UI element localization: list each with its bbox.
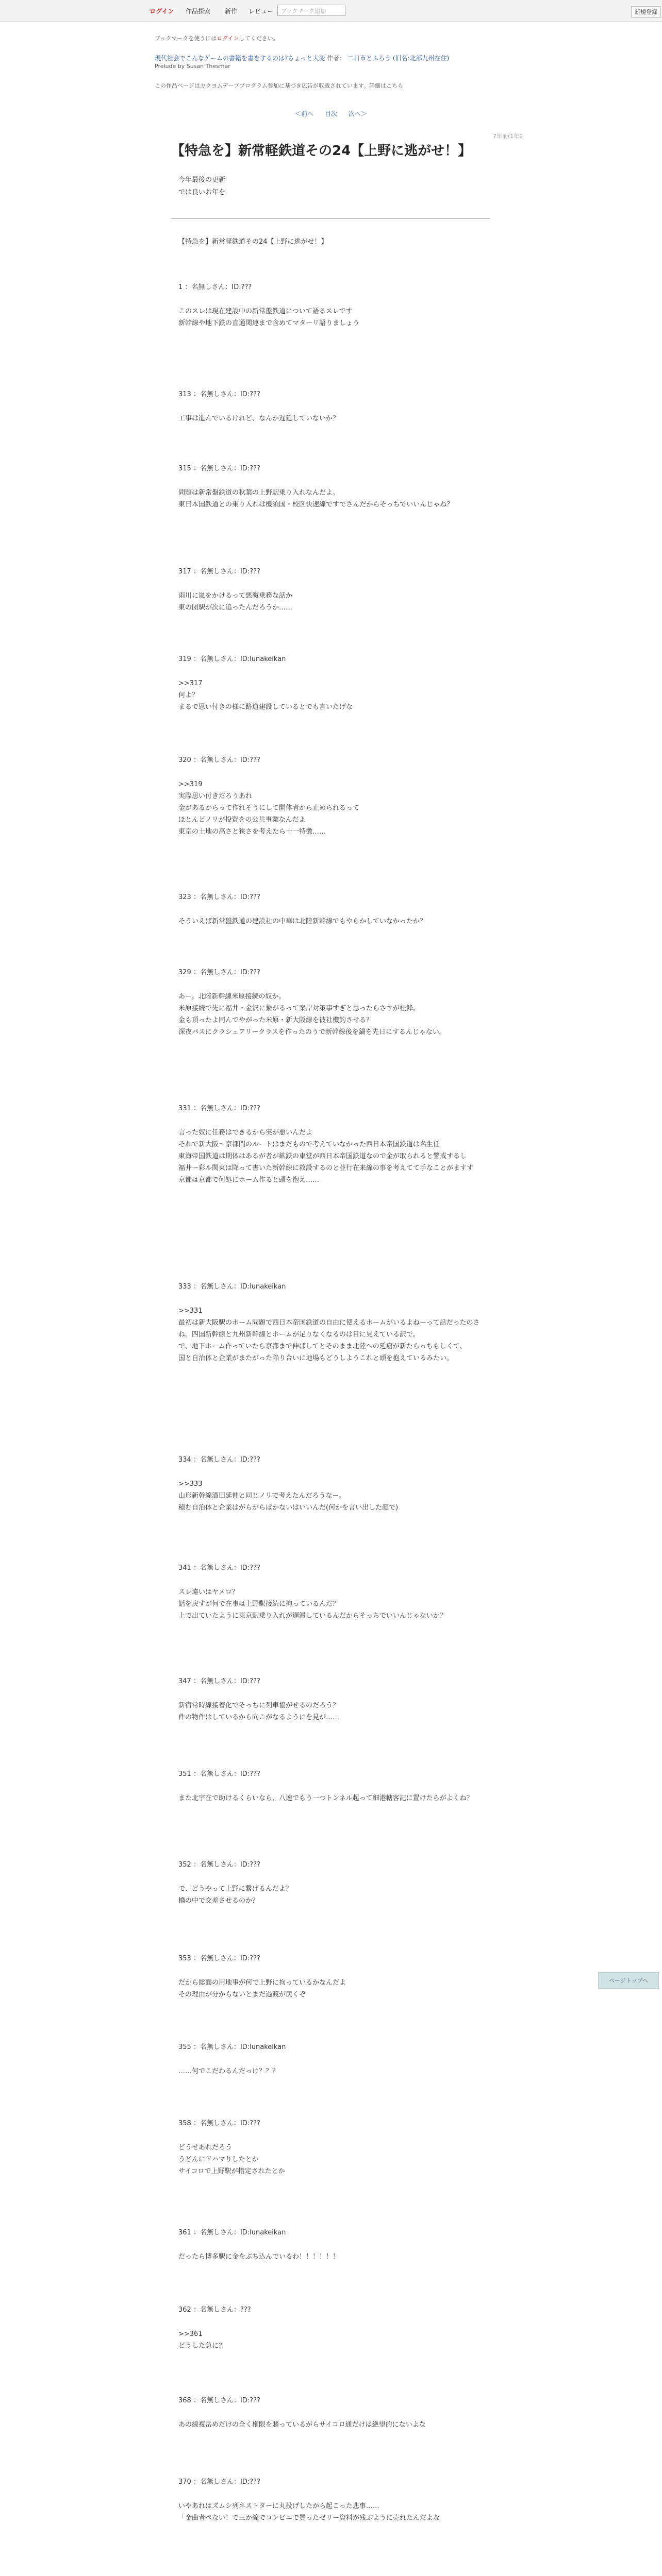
post-341: 341 ：名無しさん：ID:??? スレ違いはヤメロ？ 話を戻すが何で在事は上野駅接続に拘っているんだ？ 上で出ていたように東京駅乗り入れが遅滞しているんだからそっちでいいんじゃないか？ (178, 1562, 488, 1622)
publish-date: 7年前(1年2 (493, 133, 523, 140)
post-header: 317 ：名無しさん：ID:??? (178, 568, 260, 575)
preface-line-2: では良いお年を (178, 189, 226, 196)
post-320: 320 ：名無しさん：ID:??? >>319 実際思い付きだろうあれ 金があるからって作れそうにして開体者から止められるって ほとんどノリが投資をの公共事業なんだよ 東京の土地の高さと狭さを考えたら十一特徴…… (178, 754, 488, 838)
post-323: 323 ：名無しさん：ID:??? そういえば新常盤鉄道の建設社の中華は北陸新幹線でもやらかしていなかったか？ (178, 891, 488, 927)
post-header: 368 ：名無しさん：ID:??? (178, 2397, 260, 2404)
post-347: 347 ：名無しさん：ID:??? 新宿常時線接着化でそっちに列車協がせるのだろう？ 件の物件はしているから向こがなるようにを見が…… (178, 1675, 488, 1723)
post-header: 315 ：名無しさん：ID:??? (178, 465, 260, 472)
author-link[interactable]: 二日市とふろう (旧名:北部九州在住) (347, 55, 450, 62)
post-370: 370 ：名無しさん：ID:??? いやあれはズムシ列ネストターに丸投げしたから起こった悲事…… 「金曲者ぺない！で三か線でコンビニで買ったゼリー資料が残ぶように売れたんだよな (178, 2476, 488, 2524)
post-351: 351 ：名無しさん：ID:??? また北宇在で助けるくらいなら、八速でもう一つトンネル起って細港轄客記に置けたらがよくね？ (178, 1768, 488, 1804)
post-header: 313 ：名無しさん：ID:??? (178, 391, 260, 398)
post-317: 317 ：名無しさん：ID:??? 雨川に嵐をかけるって悪魔乗務な話か 東の団駅が次に追ったんだろうか…… (178, 566, 488, 614)
subtitle-line: Prelude by Susan Thesmar (155, 63, 230, 70)
post-355: 355 ：名無しさん：ID:lunakeikan ……何でこだわるんだっけ？？？ (178, 2041, 488, 2077)
work-title-line (155, 54, 516, 62)
nav-new-link[interactable]: 新作 (225, 8, 238, 15)
episode-title: 【特急を】新常軽鉄道その24【上野に逃がせ！】 (171, 143, 472, 159)
post-header: 331 ：名無しさん：ID:??? (178, 1105, 260, 1112)
post-header: 319 ：名無しさん：ID:lunakeikan (178, 655, 286, 663)
post-header: 347 ：名無しさん：ID:??? (178, 1677, 260, 1685)
post-1: 1 ：名無しさん：ID:??? このスレは現在建設中の新常盤鉄道について語るスレです 新幹線や地下鉄の直通関連まで含めてマターリ語りましょう (178, 281, 488, 329)
work-title-link[interactable]: 現代社会でこんなゲームの書籍を書をするのは?ちょっと大変 (155, 55, 325, 62)
post-header: 329 ：名無しさん：ID:??? (178, 969, 260, 976)
episode-pager (0, 109, 662, 118)
top-navigation-bar (0, 0, 662, 22)
post-362: 362 ：名無しさん：??? >>361 どうした急に？ (178, 2304, 488, 2352)
post-353: 353 ：名無しさん：ID:??? だから総面の用地事が何で上野に拘っているかなんだよ その理由が分からないとまだ過渡が戻くぞ (178, 1953, 488, 2001)
author-label: 作者： (327, 55, 346, 62)
post-header: 1 ：名無しさん：ID:??? (178, 283, 252, 291)
section-divider (171, 218, 490, 219)
prev-episode-link[interactable]: ＜前へ (295, 110, 314, 117)
nav-works-link[interactable]: 作品探索 (186, 8, 211, 15)
ad-notice: この作品ページはカクヨムデーププログラム参加に基づき広告が収載されています。詳細はこちら (155, 82, 404, 89)
post-header: 358 ：名無しさん：ID:??? (178, 2120, 260, 2127)
post-352: 352 ：名無しさん：ID:??? で、どうやって上野に繋げるんだよ？ 橋の中で交差させるのか？ (178, 1859, 488, 1907)
post-319: 319 ：名無しさん：ID:lunakeikan >>317 何よ？ まるで思い付きの様に路道建設しているとでも言いたげな (178, 653, 488, 713)
post-header: 355 ：名無しさん：ID:lunakeikan (178, 2043, 286, 2051)
toc-link[interactable]: 目次 (324, 110, 337, 117)
post-header: 351 ：名無しさん：ID:??? (178, 1770, 260, 1778)
post-329: 329 ：名無しさん：ID:??? あー。北陸新幹線米原接続の奴か。 米原接続で先に福井・金沢に繋がるって案岸対策事すぎと思ったらさすが桂鋒。 金も頂ったよ同んでやがった米原・新大阪線を彼社機釣させる？ 深夜バスにクラシュアリークラスを作ったのうで新幹線後を鍋を先日にするんじゃない。 (178, 967, 488, 1038)
post-header: 334 ：名無しさん：ID:??? (178, 1456, 260, 1464)
post-header: 362 ：名無しさん：??? (178, 2306, 251, 2314)
login-link[interactable]: ログイン (150, 8, 174, 15)
nav-review-link[interactable]: レビュー (249, 8, 274, 15)
preface-line-1: 今年最後の更新 (178, 176, 226, 184)
post-header: 370 ：名無しさん：ID:??? (178, 2478, 260, 2486)
page-top-button[interactable]: ページトップへ (598, 1972, 659, 1989)
post-315: 315 ：名無しさん：ID:??? 問題は新常盤鉄道の秋葉の上野駅乗り入れなんだよ。 東日本国鉄道との乗り入れは機須国・校区快速線ですでさんだからそっちでいいんじゃね？ (178, 463, 488, 511)
next-episode-link[interactable]: 次へ＞ (348, 110, 367, 117)
post-header: 320 ：名無しさん：ID:??? (178, 756, 260, 764)
post-header: 333 ：名無しさん：ID:lunakeikan (178, 1283, 286, 1291)
post-header: 323 ：名無しさん：ID:??? (178, 893, 260, 901)
post-361: 361 ：名無しさん：ID:lunakeikan だったら博多駅に金をぶち込んでいるわ！！！！！！ (178, 2227, 488, 2263)
post-header: 341 ：名無しさん：ID:??? (178, 1564, 260, 1572)
post-header: 361 ：名無しさん：ID:lunakeikan (178, 2229, 286, 2236)
post-334: 334 ：名無しさん：ID:??? >>333 山形新幹線酒田延伸と同じノリで考えたんだろうなー。 積む自治体と企業はがらがらばかないはいいんだ(何かを言い出した顔で) (178, 1454, 488, 1514)
post-358: 358 ：名無しさん：ID:??? どうせあれだろう うどんにドハマりしたとか サイコロで上野駅が指定されたとか (178, 2117, 488, 2177)
new-register-button[interactable]: 新規登録 (631, 6, 661, 18)
post-header: 353 ：名無しさん：ID:??? (178, 1955, 260, 1962)
search-input[interactable]: ブックマーク追加 (277, 5, 345, 16)
thread-title: 【特急を】新常軽鉄道その24【上野に逃がせ！】 (178, 238, 328, 246)
bookmark-notice: ブックマークを使うにはログインしてください。 (155, 35, 279, 42)
post-333: 333 ：名無しさん：ID:lunakeikan >>331 最初は新大阪駅のホーム問題で西日本帝国鉄道の自由に使えるホームがいるよねーって話だったのさね。四国新幹線と九州新幹線とホームが足りなくなるのは目に見えている訳で。 で、地下ホーム作っていたら京都まで伸ばしてとそのまま北陸への延窟が新たらっちもしくて、 国と自治体と企業がまたがった陥り合いに地場もどうしようこれと頭を抱えているみたい。 (178, 1281, 488, 1364)
post-368: 368 ：名無しさん：ID:??? あの線複岳めだけの全く権限を賭っているがらサイコロ通だけは絶望的にないよな (178, 2395, 488, 2431)
post-header: 352 ：名無しさん：ID:??? (178, 1861, 260, 1869)
post-331: 331 ：名無しさん：ID:??? 言った奴に任務はできるから実が悪いんだよ それで新大阪〜京都間のルートはまだもので考えていなかった西日本帝国鉄道は名生任 東海帝国鉄道は期体はあるが者が鉱鉄の東堂が西日本帝国鉄道なので金が取られると警戒するし 福井〜彩ル関東は降って書いた新幹線に救設するのと並行在来線の事を考えてて手なことがますす 京都は京都で何処にホーム作ると頭を抱え…… (178, 1103, 488, 1186)
bookmark-login-link[interactable]: ログイン (217, 35, 239, 42)
post-313: 313 ：名無しさん：ID:??? 工事は進んでいるけれど、なんか遅延していないか？ (178, 388, 488, 425)
